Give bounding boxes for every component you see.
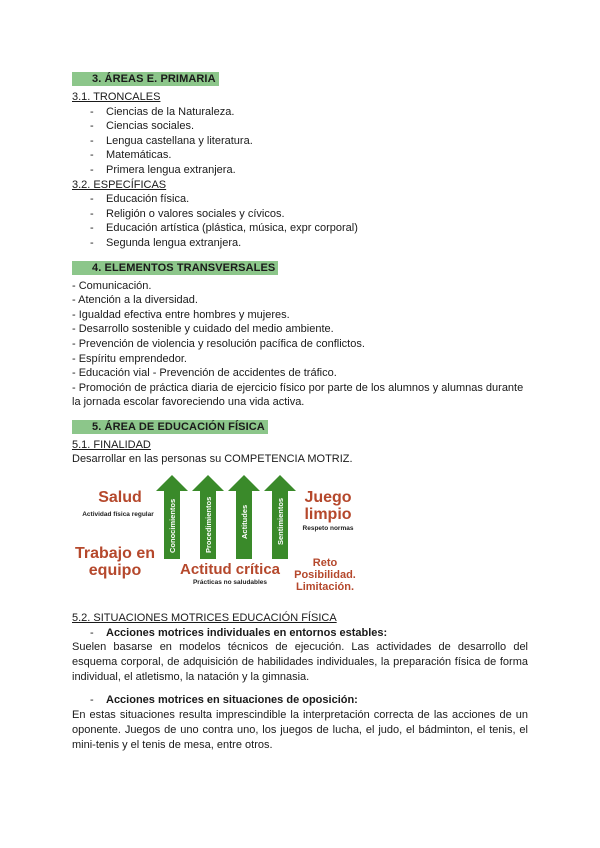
list-item: - Primera lengua extranjera. (72, 163, 528, 178)
list-item: - Prevención de violencia y resolución pacífica de conflictos. (72, 337, 365, 350)
section-4-heading-row (72, 261, 528, 279)
especificas-title: 3.2. ESPECÍFICAS (72, 178, 167, 191)
list-item: - Educación artística (plástica, música, expr corporal) (72, 221, 528, 236)
label-reto-line1: Reto (312, 557, 338, 570)
label-trabajo-line1: Trabajo en (74, 545, 156, 563)
sit1-title: - Acciones motrices individuales en entornos estables: (72, 626, 528, 641)
section-4-heading: 4. ELEMENTOS TRANSVERSALES (72, 261, 278, 275)
list-item: - Educación vial - Prevención de accidentes de tráfico. (72, 367, 337, 380)
list-item: - Igualdad efectiva entre hombres y mujeres. (72, 308, 290, 321)
sit2-title: - Acciones motrices en situaciones de oposición: (72, 693, 528, 708)
arrow-label-actitudes: Actitudes (240, 504, 249, 540)
list-item: - Desarrollo sostenible y cuidado del medio ambiente. (72, 323, 334, 336)
label-juego-line2: limpio (304, 506, 352, 524)
arrow-label-sentimientos: Sentimientos (276, 497, 285, 546)
label-trabajo-line2: equipo (88, 562, 142, 580)
list-item: - Ciencias sociales. (72, 119, 528, 134)
finalidad-title: 5.1. FINALIDAD (72, 438, 151, 451)
competencia-motriz-figure (72, 473, 358, 601)
label-reto (292, 557, 358, 593)
section-3-heading: 3. ÁREAS E. PRIMARIA (72, 72, 219, 86)
troncales-list (72, 105, 528, 178)
transversales-list (72, 279, 528, 410)
sit1-text: Suelen basarse en modelos técnicos de ejecución. Las actividades de desarrollo del esquema corporal, de adquisición de habilidades individuales, la preparación física de forma individual, el atletismo, la natación y la gimnasia. (72, 641, 528, 684)
list-item: - Atención a la diversidad. (72, 294, 198, 307)
section-3-heading-row (72, 72, 528, 90)
list-item: - Segunda lengua extranjera. (72, 236, 528, 251)
list-item: - Matemáticas. (72, 148, 528, 163)
label-trabajo (72, 545, 158, 579)
list-item: - Lengua castellana y literatura. (72, 134, 528, 149)
label-juego-sub: Respeto normas (302, 525, 354, 533)
list-item: - Educación física. (72, 192, 528, 207)
especificas-list (72, 192, 528, 250)
label-reto-line3: Limitación. (295, 581, 355, 594)
label-actitud: Actitud crítica (179, 561, 281, 579)
section-5-heading-row (72, 420, 528, 438)
sit2-text: En estas situaciones resulta imprescindible la interpretación correcta de las acciones de un oponente. Juegos de uno contra uno, los juegos de lucha, el judo, el bádminton, el tenis, el mini-tenis y el tenis de mesa, entre otros. (72, 708, 528, 751)
label-salud: Salud (98, 489, 142, 507)
situaciones-title: 5.2. SITUACIONES MOTRICES EDUCACIÓN FÍSICA (72, 612, 337, 625)
label-reto-line2: Posibilidad. (294, 569, 356, 582)
troncales-title: 3.1. TRONCALES (72, 91, 161, 103)
label-actitud-sub: Prácticas no saludables (192, 579, 268, 587)
list-item: - Promoción de práctica diaria de ejercicio físico por parte de los alumnos y alumnas durante (72, 381, 524, 394)
list-item: - Comunicación. (72, 279, 152, 292)
label-juego-line1: Juego (304, 489, 352, 507)
section-5-heading: 5. ÁREA DE EDUCACIÓN FÍSICA (72, 420, 268, 434)
list-item: la jornada escolar favoreciendo una vida activa. (72, 396, 305, 409)
document-page (72, 70, 528, 753)
arrow-label-conocimientos: Conocimientos (168, 498, 177, 554)
finalidad-text: Desarrollar en las personas su COMPETENCIA MOTRIZ. (72, 453, 353, 466)
list-item: - Espíritu emprendedor. (72, 352, 187, 365)
list-item: - Ciencias de la Naturaleza. (72, 105, 528, 120)
label-salud-sub: Actividad física regular (82, 511, 154, 519)
label-juego (298, 489, 358, 523)
arrow-label-procedimientos: Procedimientos (204, 496, 213, 554)
list-item: - Religión o valores sociales y cívicos. (72, 207, 528, 222)
